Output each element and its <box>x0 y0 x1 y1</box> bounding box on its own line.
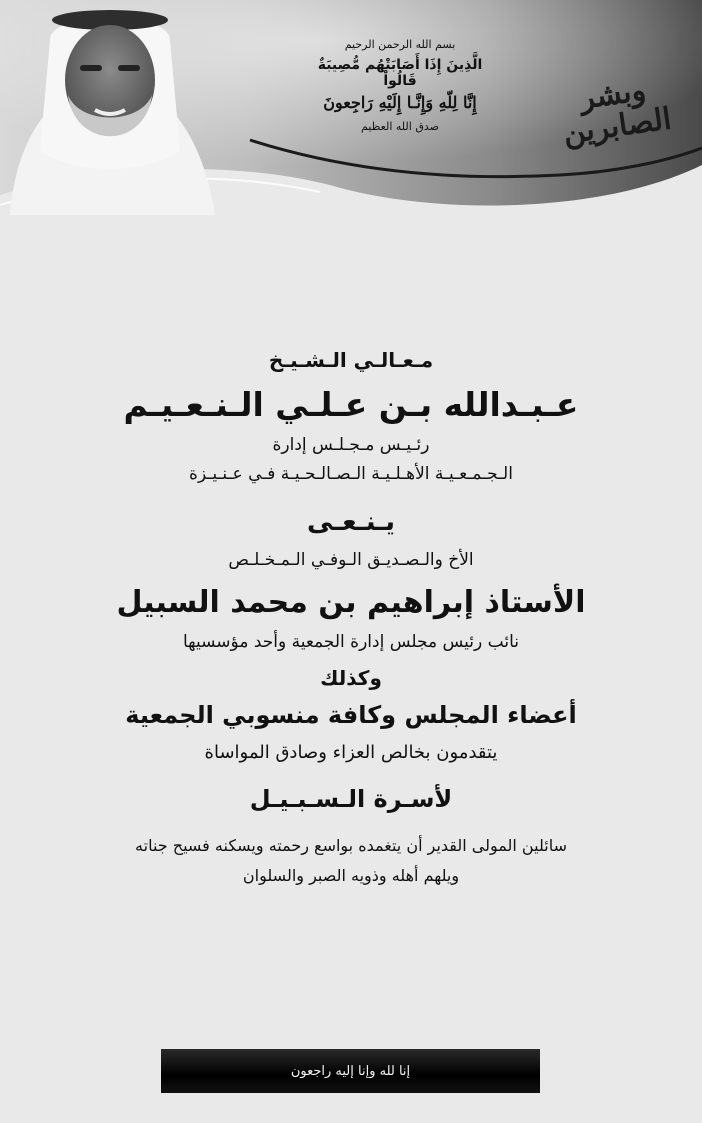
announcement-verb: يـنـعـى <box>306 507 396 537</box>
family-name: لأسـرة الـسـبـيـل <box>249 785 453 813</box>
honorific: مـعـالـي الـشـيـخ <box>268 348 434 372</box>
also-line: وكذلك <box>320 666 382 690</box>
announcer-title-1: رئـيـس مـجـلـس إدارة <box>272 435 430 455</box>
announcer-title-2: الـجـمـعـيـة الأهـلـيـة الـصـالـحـيـة فـي عـنـيـزة <box>189 464 513 484</box>
deceased-role: نائب رئيس مجلس إدارة الجمعية وأحد مؤسسيها <box>183 632 519 652</box>
header-band <box>0 0 702 240</box>
prayer-line-1: سائلين المولى القدير أن يتغمده بواسع رحمته ويسكنه فسيح جناته <box>135 836 567 855</box>
calligraphy-text: وبشر الصابرين <box>560 72 674 151</box>
prayer-line-2: ويلهم أهله وذويه الصبر والسلوان <box>242 866 460 885</box>
members-line: أعضاء المجلس وكافة منسوبي الجمعية <box>125 701 577 729</box>
calligraphy-logo <box>540 30 690 190</box>
portrait-photo <box>0 0 220 215</box>
quran-verse <box>300 38 500 133</box>
verse-closing: صدق الله العظيم <box>361 120 439 133</box>
condolence-offer: يتقدمون بخالص العزاء وصادق المواساة <box>204 742 498 763</box>
verse-line-1: الَّذِينَ إِذَا أَصَابَتْهُم مُّصِيبَةٌ قَالُواْ <box>317 57 483 89</box>
basmala: بسم الله الرحمن الرحيم <box>344 38 456 51</box>
deceased-name: الأستاذ إبراهيم بن محمد السبيل <box>116 585 586 620</box>
relation-line: الأخ والـصـديـق الـوفـي الـمـخـلـص <box>228 550 474 570</box>
verse-line-2: إِنَّا لِلّهِ وَإِنَّـا إِلَيْهِ رَاجِعونَ <box>323 93 477 112</box>
footer-band <box>161 1049 540 1093</box>
announcer-name: عـبـدالله بـن عـلـي الـنـعـيـم <box>123 385 579 424</box>
footer-calligraphy: إنا لله وإنا إليه راجعون <box>290 1063 411 1079</box>
notice-body <box>0 345 702 891</box>
